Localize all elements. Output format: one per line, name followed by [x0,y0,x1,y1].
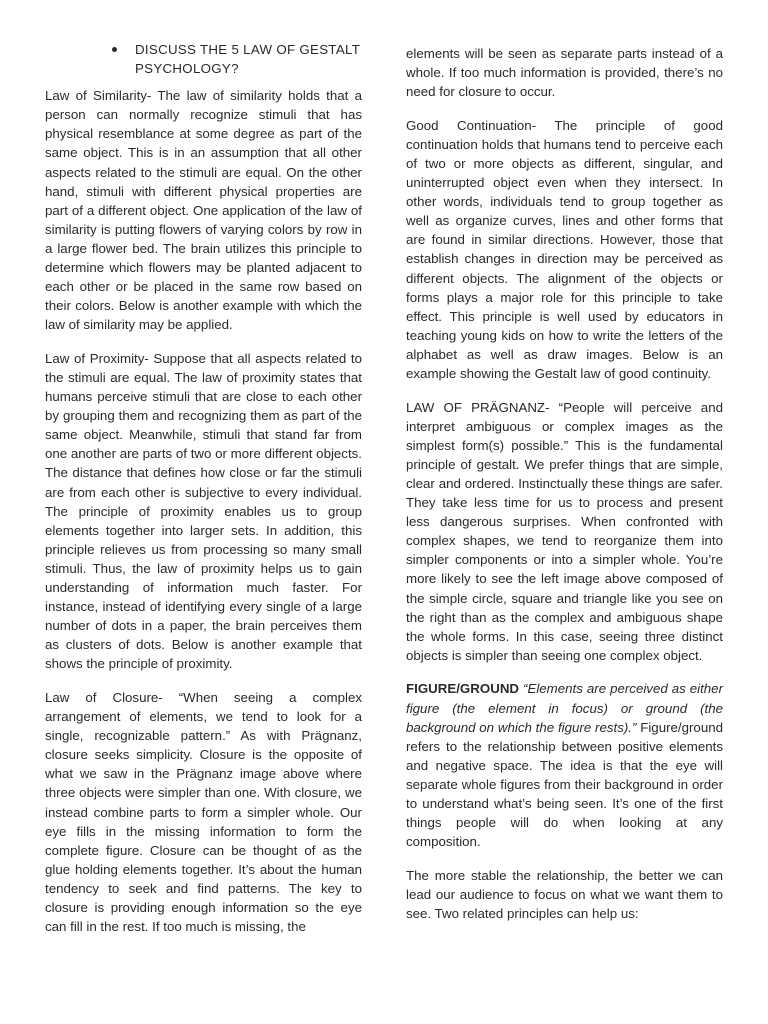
right-column [406,44,723,938]
bullet-question [135,40,362,78]
law-of-pragnanz-paragraph: LAW OF PRÄGNANZ- “People will perceive and interpret ambiguous or complex images as the simplest form(s) possible.” This is the fundamental principle of gestalt. We prefer things that are simple, clear and ordered. Instinctually these things are safer. They take less time for us to process and present less dangerous surprises. When confronted with complex shapes, we tend to reorganize them into simpler components or into a simpler whole. You’re more likely to see the left image above composed of the simple circle, square and triangle like you see on the right than as the complex and ambiguous shape the whole forms. In this case, seeing three distinct objects is simpler than seeing one complex object. [406,399,723,663]
law-of-proximity-paragraph: Law of Proximity- Suppose that all aspects related to the stimuli are equal. The law of proximity states that humans perceive stimuli that are close to each other by grouping them and recognizing them as part of the same object. Meanwhile, stimuli that stand far from one another are parts of two or more different objects. The distance that defines how close or far the stimuli are from each other is subjective to every individual. The principle of proximity enables us to group elements together into larger sets. In addition, this principle relieves us from processing so many small stimuli. Thus, the law of proximity helps us to gain understanding of information much faster. For instance, instead of identifying every single of a large number of dots in a paper, the brain perceives them as clusters of dots. Below is another example that shows the principle of proximity. [45,350,362,672]
question-text: DISCUSS THE 5 LAW OF GESTALT PSYCHOLOGY? [135,42,360,77]
stable-relationship-paragraph: The more stable the relationship, the better we can lead our audience to focus on what we want them to see. Two related principles can help us: [406,867,723,921]
figure-ground-heading: FIGURE/GROUND [406,681,520,697]
figure-ground-body: Figure/ground refers to the relationship between positive elements and negative space. The idea is that the eye will separate whole figures from their background in order to understand what’s being seen. It’s one of the first things people will do when looking at any composition. [406,719,724,850]
bullet-icon [112,47,117,52]
law-of-similarity-paragraph: Law of Similarity- The law of similarity holds that a person can normally recognize stimuli that has physical resemblance at some degree as part of the same object. This is in an assumption that all other aspects related to the stimuli are equal. On the other hand, stimuli with different physical properties are part of a different object. One application of the law of similarity is putting flowers of varying colors by row in a large flower bed. The brain utilizes this principle to determine which flowers may be planted adjacent to each other or be placed in the same row based on their colors. Below is another example with which the law of similarity may be applied. [45,88,362,333]
closure-continued-paragraph: elements will be seen as separate parts instead of a whole. If too much information is provided, there’s no need for closure to occur. [406,46,723,100]
left-column [45,40,362,951]
law-of-closure-paragraph: Law of Closure- “When seeing a complex arrangement of elements, we tend to look for a single, recognizable pattern.” As with Prägnanz, closure seeks simplicity. Closure is the opposite of what we saw in the Prägnanz image above where three objects were simpler than one. With closure, we instead combine parts to form a simpler whole. Our eye fills in the missing information to form the complete figure. Closure can be thought of as the glue holding elements together. It’s about the human tendency to seek and find patterns. The key to closure is providing enough information so the eye can fill in the rest. If too much is missing, the [45,690,362,935]
good-continuation-paragraph: Good Continuation- The principle of good continuation holds that humans tend to perceive each of two or more objects as different, singular, and uninterrupted object even when they intersect. In other words, individuals tend to group together as well as organize curves, lines and other forms that are found in similar directions. However, those that establish changes in direction may be perceived as different objects. The alignment of the objects or forms plays a major role for this principle to take effect. This principle is well used by educators in teaching young kids on how to write the letters of the alphabet as well as draw images. Below is an example showing the Gestalt law of good continuity. [406,117,723,381]
figure-ground-quote: “Elements are perceived as either figure (the element in focus) or ground (the background on which the figure rests).” [406,681,724,735]
figure-ground-paragraph [406,679,723,851]
